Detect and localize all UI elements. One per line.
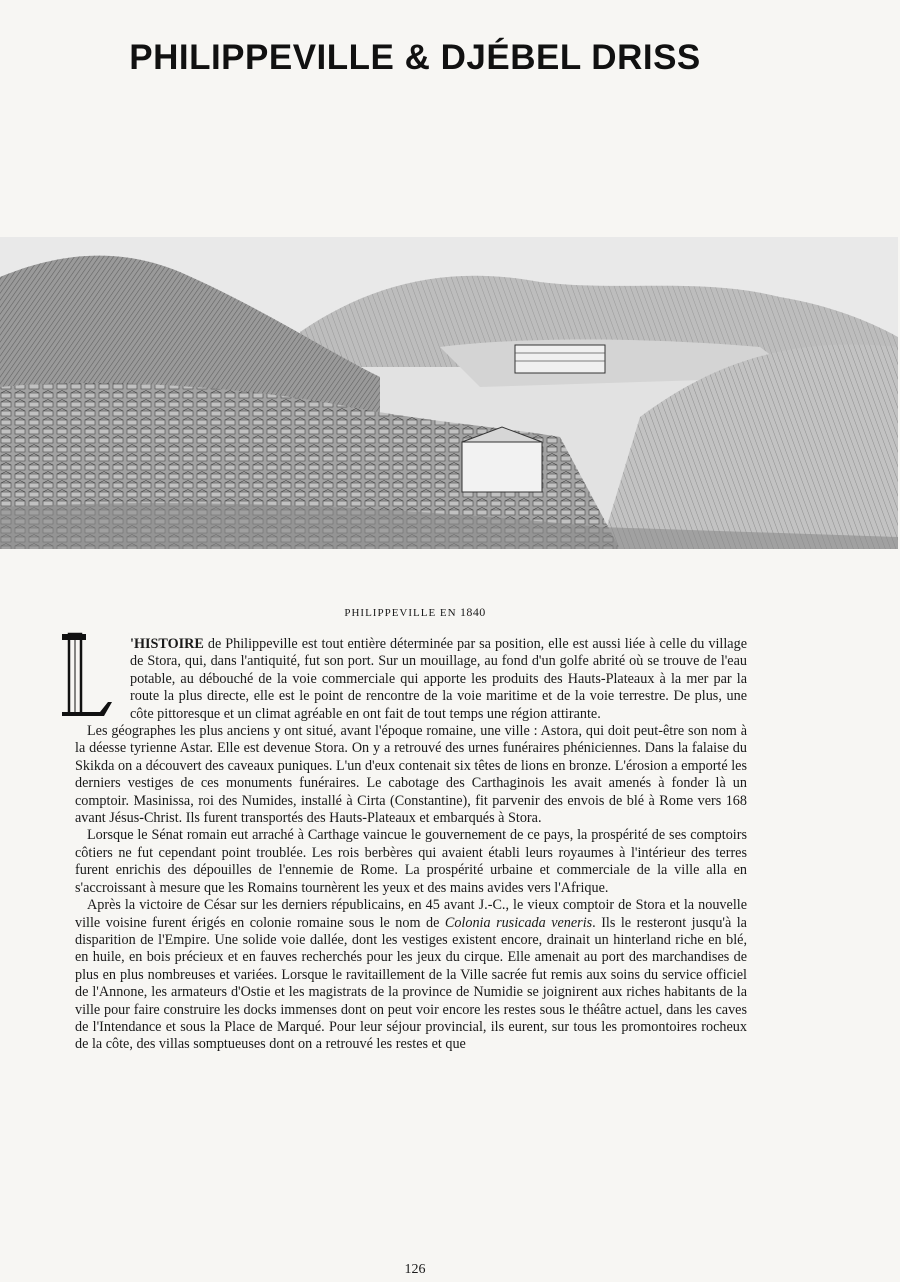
- page-title: PHILIPPEVILLE & DJÉBEL DRISS: [129, 38, 701, 77]
- paragraph-1-lead: 'HISTOIRE: [130, 636, 204, 652]
- paragraph-4-latin-name: Colonia rusicada veneris: [444, 914, 593, 931]
- paragraph-4-text-before: Après la victoire de César sur les derniers républicains, en 45 avant J.-C., le vieux comptoir de Stora et la nouvelle ville voisine furent érigés en colonie romaine sous le nom de: [75, 897, 747, 931]
- page-number: 126: [404, 1262, 426, 1277]
- paragraph-4: [75, 897, 747, 1054]
- article-body: [75, 636, 747, 1054]
- caption-prefix: PHILIPPEVILLE EN: [344, 607, 457, 619]
- paragraph-4-text-after: . Ils le resteront jusqu'à la disparition de l'Empire. Une solide voie dallée, dont les vestiges existent encore, drainait un hinterland riche en blé, en huile, en bois précieux et en fauves recherchés pour les jeux du cirque. Elle amenait au port des marchandises de plus en plus nombreuses et variées. Lorsque le ravitaillement de la Ville sacrée fut remis aux soins du service officiel de l'Annone, les armateurs d'Ostie et les magistrats de la province de Numidie se joignirent aux riches habitants de la ville pour faire construire les docks immenses dont on peut voir encore les restes sous le théâtre actuel, dans les caves de l'Intendance et sous la Place de Marqué. Pour leur séjour provincial, ils eurent, sur tous les promontoires rocheux de la côte, des villas somptueuses dont on a retrouvé les restes et que: [75, 914, 747, 1053]
- paragraph-2: Les géographes les plus anciens y ont situé, avant l'époque romaine, une ville : Astora, qui doit peut-être son nom à la déesse tyrienne Astar. Elle est devenue Stora. On y a retrouvé des urnes funéraires phéniciennes. Dans la falaise du Skikda on a découvert des caveaux puniques. L'un d'eux contenait six têtes de lions en bronze. L'érosion a emporté les derniers vestiges de ces monuments funéraires. Le cabotage des Carthaginois les avait amenés à fonder là un comptoir. Masinissa, roi des Numides, installé à Cirta (Constantine), fit parvenir des envois de blé à Rome vers 168 avant Jésus-Christ. Ils furent transportés des Hauts-Plateaux et embarqués à Stora.: [75, 723, 747, 827]
- engraving-philippeville-1840: [0, 237, 898, 549]
- paragraph-1-text: de Philippeville est tout entière déterminée par sa position, elle est aussi liée à celle du village de Stora, qui, dans l'antiquité, fut son port. Sur un mouillage, au fond d'un golfe abrité où se trouve de l'eau potable, au débouché de la voie commerciale qui apporte les produits des Hauts-Plateaux à la mer par la route la plus directe, elle est le point de rencontre de la voie maritime et de la voie terrestre. De plus, une côte pittoresque et un climat agréable en ont fait de tout temps une région attirante.: [130, 636, 747, 722]
- illustration-caption: [0, 605, 830, 620]
- caption-year: 1840: [460, 605, 486, 619]
- paragraph-3: Lorsque le Sénat romain eut arraché à Carthage vaincue le gouvernement de ce pays, la prospérité de ses comptoirs côtiers ne fut cependant point troublée. Les rois berbères qui avaient établi leurs royaumes à l'intérieur des terres furent enrichis des dépouilles de l'ennemie de Rome. La prospérité urbaine et commerciale de la ville alla en s'accroissant à mesure que les Romains tournèrent les yeux et des mains avides vers l'Afrique.: [75, 827, 747, 896]
- paragraph-1: [75, 636, 747, 723]
